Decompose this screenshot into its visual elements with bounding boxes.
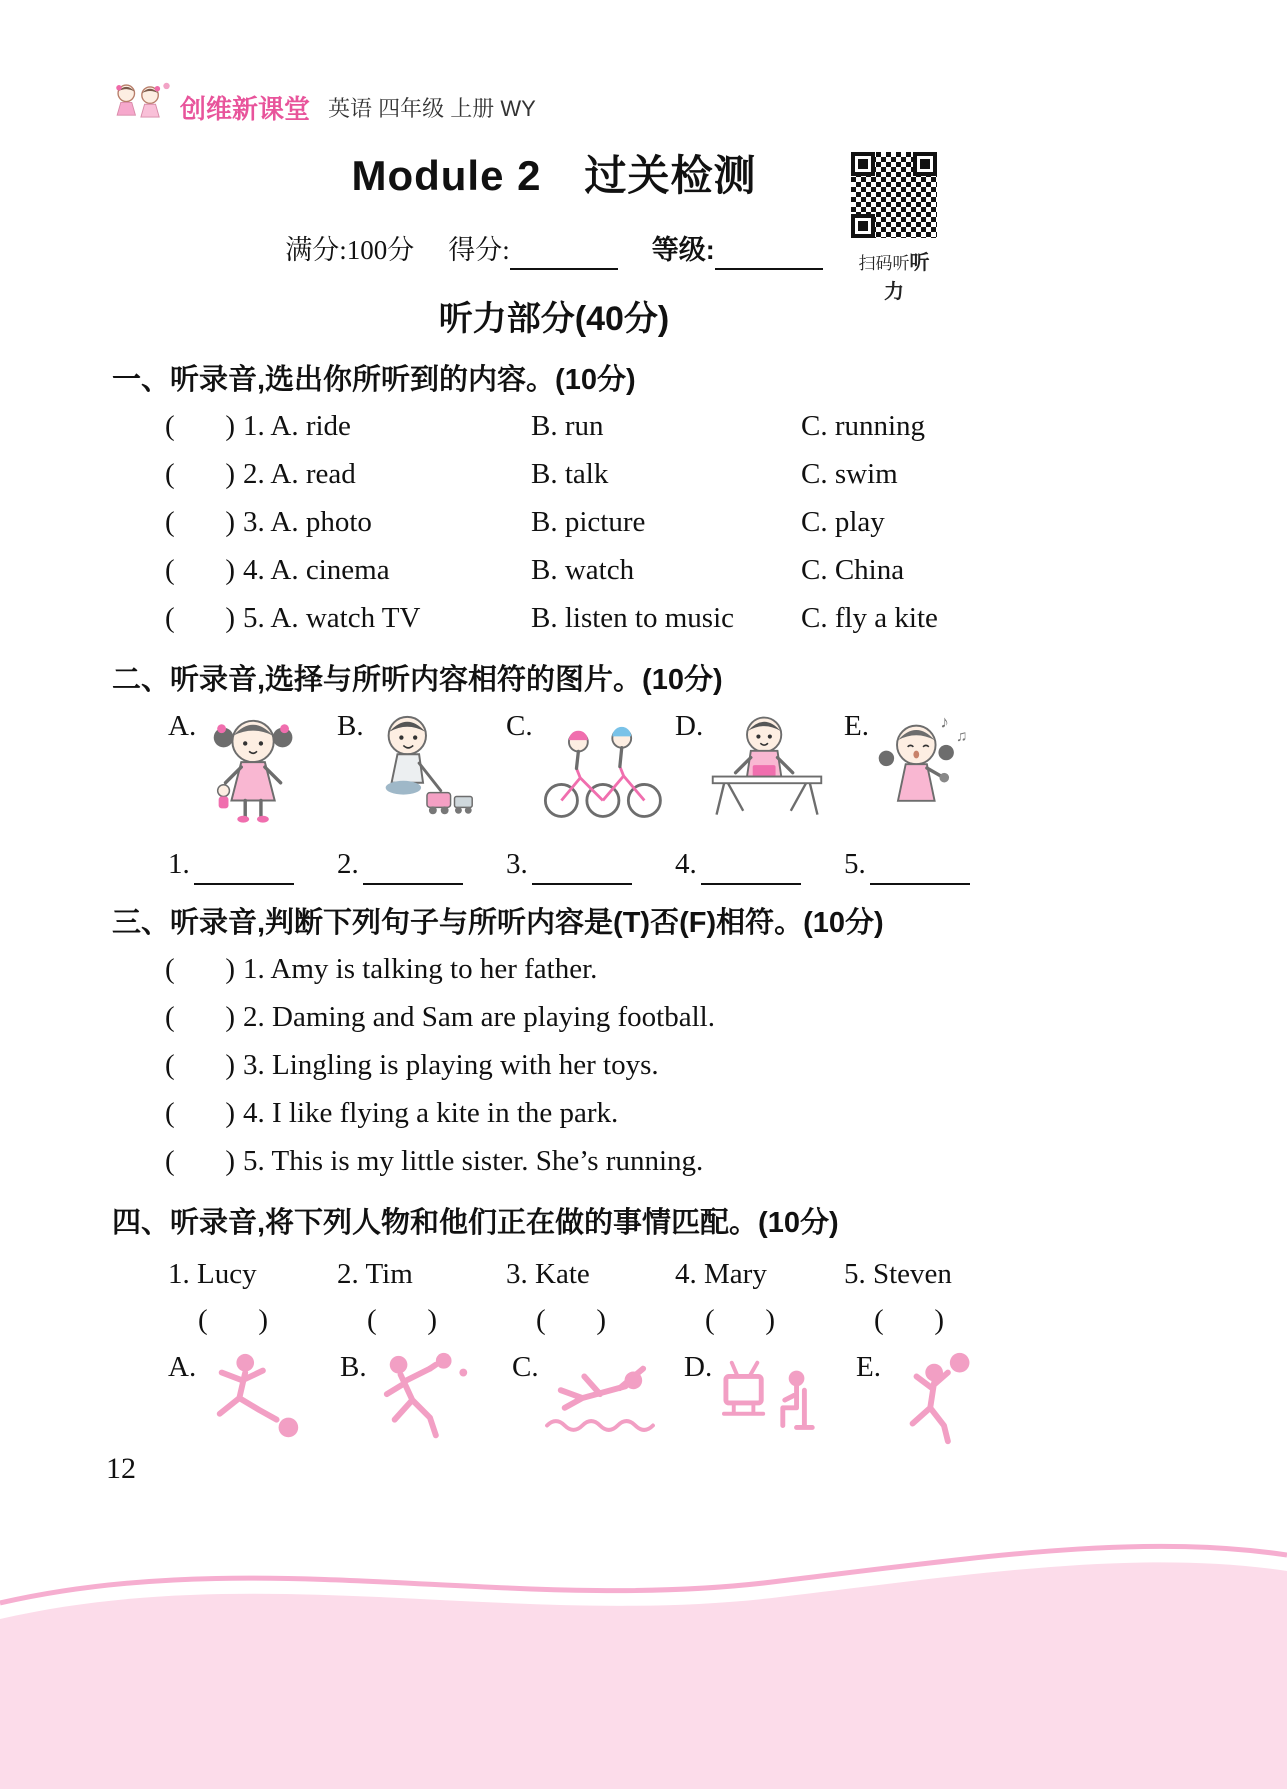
option-a: 3. A. photo — [243, 506, 372, 538]
option-b: B. talk — [531, 458, 609, 490]
answer-blank-item: 4. — [675, 843, 844, 885]
statement-text: 1. Amy is talking to her father. — [243, 953, 598, 985]
boy-with-toy-train-illustration — [366, 708, 484, 831]
answer-bracket: ( ) — [536, 1304, 607, 1336]
score-label: 得分: — [448, 235, 510, 265]
option-b: B. watch — [531, 554, 635, 586]
statement-text: 5. This is my little sister. She’s running. — [243, 1145, 704, 1177]
answer-bracket: ( ) — [874, 1304, 945, 1336]
picture-options-row — [168, 708, 1181, 831]
activity-option-e — [856, 1349, 1028, 1452]
picture-label: C. — [506, 710, 533, 742]
option-a: 1. A. ride — [243, 410, 351, 442]
full-score-label: 满分:100分 — [285, 235, 415, 265]
question-row — [165, 450, 1181, 498]
option-a: 5. A. watch TV — [243, 602, 421, 634]
answer-blank — [363, 855, 463, 885]
option-c: C. fly a kite — [801, 602, 938, 634]
question-row — [165, 498, 1181, 546]
person-name: 1. Lucy — [168, 1258, 257, 1290]
option-b: B. run — [531, 410, 604, 442]
svg-text:♪: ♪ — [940, 712, 950, 732]
answer-bracket: ( ) — [165, 1145, 236, 1177]
picture-option-e — [844, 708, 1013, 829]
section3-heading: 三、听录音,判断下列句子与所听内容是(T)否(F)相符。(10分) — [112, 907, 884, 939]
activity-option-a — [168, 1349, 340, 1452]
answer-bracket: ( ) — [165, 953, 236, 985]
names-row — [168, 1251, 1181, 1297]
picture-option-b — [337, 708, 506, 831]
statement-row — [165, 945, 1181, 993]
person-name: 5. Steven — [844, 1258, 952, 1290]
answer-blank-item: 2. — [337, 843, 506, 885]
activity-label: A. — [168, 1351, 197, 1383]
brand-header — [108, 80, 536, 134]
answer-bracket: ( ) — [165, 602, 236, 634]
statement-text: 4. I like flying a kite in the park. — [243, 1097, 619, 1129]
activity-label: C. — [512, 1351, 539, 1383]
option-a: 2. A. read — [243, 458, 356, 490]
answer-bracket: ( ) — [165, 554, 236, 586]
playing-basketball-icon — [883, 1349, 1001, 1452]
answer-bracket: ( ) — [165, 1049, 236, 1081]
score-row — [112, 230, 1181, 270]
section1-heading: 一、听录音,选出你所听到的内容。(10分) — [112, 364, 636, 396]
question-row — [165, 402, 1181, 450]
picture-option-a — [168, 708, 337, 831]
person-name: 3. Kate — [506, 1258, 590, 1290]
picture-label: A. — [168, 710, 197, 742]
activity-label: E. — [856, 1351, 881, 1383]
option-c: C. swim — [801, 458, 898, 490]
answer-blank-item: 5. — [844, 843, 1013, 885]
answer-bracket: ( ) — [165, 458, 236, 490]
statement-row — [165, 1089, 1181, 1137]
statement-row — [165, 1041, 1181, 1089]
grade-label: 等级: — [651, 235, 715, 265]
watching-tv-icon — [714, 1349, 832, 1452]
section4-heading: 四、听录音,将下列人物和他们正在做的事情匹配。(10分) — [112, 1207, 839, 1239]
page-title: Module 2 过关检测 — [351, 152, 757, 199]
answer-bracket: ( ) — [165, 506, 236, 538]
picture-option-c — [506, 708, 675, 826]
statement-text: 2. Daming and Sam are playing football. — [243, 1001, 715, 1033]
answer-blank-item: 3. — [506, 843, 675, 885]
part-heading: 听力部分(40分) — [438, 300, 670, 338]
activity-option-d — [684, 1349, 856, 1452]
statement-row — [165, 1137, 1181, 1185]
playing-football-icon — [198, 1349, 316, 1452]
option-b: B. listen to music — [531, 602, 734, 634]
question-row — [165, 546, 1181, 594]
grade-blank — [715, 240, 823, 270]
picture-option-d — [675, 708, 844, 827]
answer-bracket: ( ) — [367, 1304, 438, 1336]
section2-heading: 二、听录音,选择与所听内容相符的图片。(10分) — [112, 664, 723, 696]
answer-blank — [532, 855, 632, 885]
person-name: 4. Mary — [675, 1258, 767, 1290]
match-brackets-row — [198, 1297, 1181, 1343]
answer-bracket: ( ) — [165, 410, 236, 442]
question-row — [165, 594, 1181, 642]
option-a: 4. A. cinema — [243, 554, 390, 586]
answer-blank — [701, 855, 801, 885]
option-b: B. picture — [531, 506, 646, 538]
answer-bracket: ( ) — [165, 1001, 236, 1033]
activities-row — [168, 1349, 1181, 1452]
activity-label: B. — [340, 1351, 367, 1383]
activity-option-c — [512, 1349, 684, 1452]
answer-bracket: ( ) — [165, 1097, 236, 1129]
brand-name: 创维新课堂 — [180, 93, 311, 124]
picture-label: B. — [337, 710, 364, 742]
children-riding-bicycles-illustration — [535, 708, 667, 826]
girl-singing-with-music-notes-illustration — [871, 708, 977, 829]
activity-option-b — [340, 1349, 512, 1452]
activity-label: D. — [684, 1351, 713, 1383]
playing-table-tennis-icon — [369, 1349, 487, 1452]
score-blank — [510, 240, 618, 270]
person-name: 2. Tim — [337, 1258, 413, 1290]
answer-bracket: ( ) — [198, 1304, 269, 1336]
qr-caption-prefix: 扫码听 — [858, 254, 910, 273]
statement-row — [165, 993, 1181, 1041]
statement-text: 3. Lingling is playing with her toys. — [243, 1049, 659, 1081]
answer-blank — [194, 855, 294, 885]
picture-label: E. — [844, 710, 869, 742]
girl-with-doll-illustration — [198, 708, 316, 831]
qr-caption-bold: 听力 — [884, 252, 930, 303]
page-number: 12 — [106, 1452, 136, 1485]
book-meta: 英语 四年级 上册 WY — [328, 95, 536, 121]
answer-blank-item: 1. — [168, 843, 337, 885]
option-c: C. running — [801, 410, 926, 442]
footer-wave-decoration — [0, 1519, 1287, 1789]
answer-blanks-row — [168, 843, 1181, 885]
svg-text:♫: ♫ — [955, 728, 968, 746]
brand-logo-icon — [108, 80, 172, 134]
swimming-icon — [541, 1349, 659, 1452]
answer-blank — [870, 855, 970, 885]
boy-at-table-illustration — [705, 708, 829, 827]
option-c: C. China — [801, 554, 905, 586]
option-c: C. play — [801, 506, 885, 538]
answer-bracket: ( ) — [705, 1304, 776, 1336]
picture-label: D. — [675, 710, 704, 742]
